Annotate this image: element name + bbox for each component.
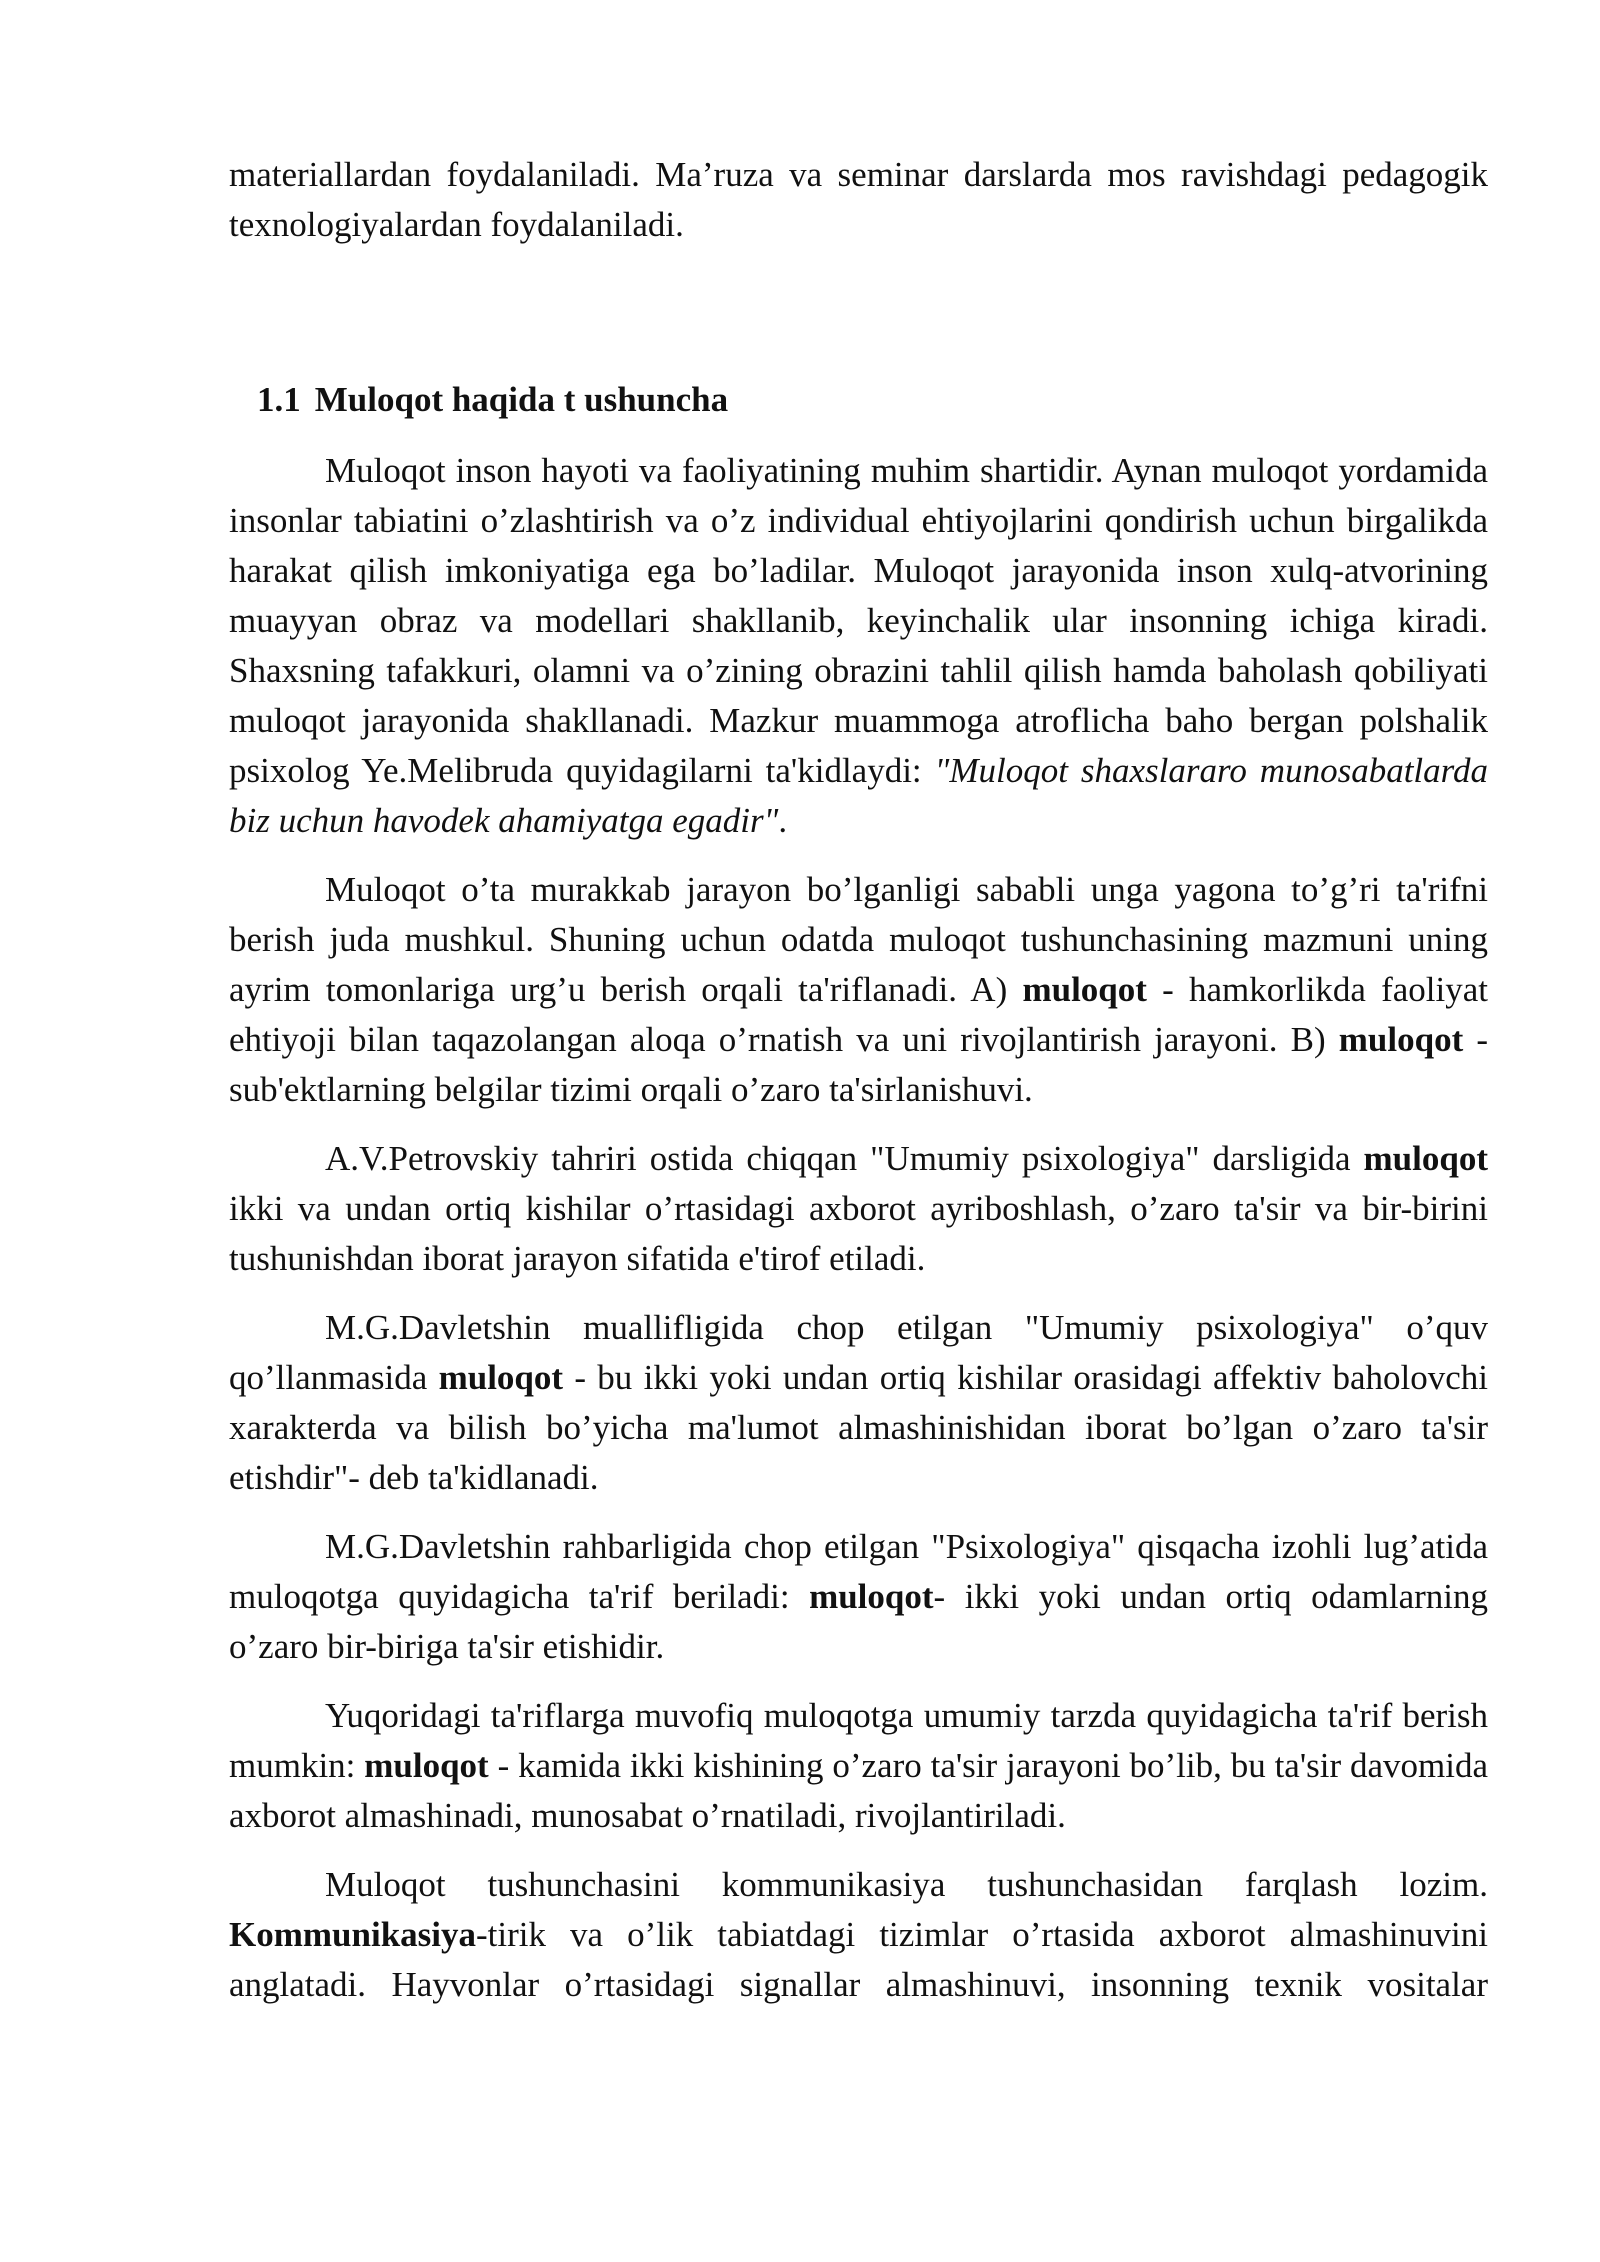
bold-term: muloqot <box>1022 970 1147 1009</box>
paragraph-definition-difficulty <box>229 865 1488 1115</box>
bold-term: muloqot <box>364 1746 489 1785</box>
bold-term: Kommunikasiya <box>229 1915 476 1954</box>
section-heading <box>257 375 1488 425</box>
paragraph-text: - kamida ikki kishining o’zaro ta'sir jarayoni bo’lib, bu ta'sir davomida axborot almashinadi, munosabat o’rnatiladi, rivojlantiriladi. <box>229 1746 1488 1835</box>
paragraph-davletshin-dictionary <box>229 1522 1488 1672</box>
paragraph-text: A.V.Petrovskiy tahriri ostida chiqqan "Umumiy psixologiya" darsligida <box>325 1139 1364 1178</box>
bold-term: muloqot <box>809 1577 934 1616</box>
section-title: Muloqot haqida t ushuncha <box>314 380 729 419</box>
paragraph-text: Muloqot tushunchasini kommunikasiya tushunchasidan farqlash lozim. <box>325 1865 1488 1904</box>
paragraph-text: ikki va undan ortiq kishilar o’rtasidagi axborot ayriboshlash, o’zaro ta'sir va bir-birini tushunishdan iborat jarayon sifatida e'tirof etiladi. <box>229 1189 1488 1278</box>
paragraph-communication-vs-kommunikasiya <box>229 1860 1488 2010</box>
paragraph-text: - hamkorlikda faoliyat ehtiyoji bilan taqazolangan aloqa o’rnatish va uni rivojlantirish jarayoni. B) <box>229 970 1488 1059</box>
paragraph-text: M.G.Davletshin muallifligida chop etilgan "Umumiy psixologiya" o’quv qo’llanmasida <box>229 1308 1488 1397</box>
paragraph-communication-importance <box>229 446 1488 846</box>
section-number: 1.1 <box>257 380 301 419</box>
paragraph-text: -tirik va o’lik tabiatdagi tizimlar o’rtasida axborot almashinuvini anglatadi. Hayvonlar o’rtasidagi signallar almashinuvi, insonning texnik vositalar <box>229 1915 1488 2004</box>
paragraph-davletshin-manual <box>229 1303 1488 1503</box>
paragraph-general-definition <box>229 1691 1488 1841</box>
paragraph-text: M.G.Davletshin rahbarligida chop etilgan "Psixologiya" qisqacha izohli lug’atida muloqotga quyidagicha ta'rif beriladi: <box>229 1527 1488 1616</box>
paragraph-text: Muloqot inson hayoti va faoliyatining muhim shartidir. Aynan muloqot yordamida insonlar tabiatini o’zlashtirish va o’z individual ehtiyojlarini qondirish uchun birgalikda harakat qilish imkoniyatiga ega bo’ladilar. Muloqot jarayonida inson xulq-atvorining muayyan obraz va modellari shakllanib, keyinchalik ular insonning ichiga kiradi. Shaxsning tafakkuri, olamni va o’zining obrazini tahlil qilish hamda baholash qobiliyati muloqot jarayonida shakllanadi. Mazkur muammoga atroflicha baho bergan polshalik psixolog Ye.Melibruda quyidagilarni ta'kidlaydi: <box>229 451 1488 790</box>
intro-paragraph: materiallardan foydalaniladi. Ma’ruza va seminar darslarda mos ravishdagi pedagogik texnologiyalardan foydalaniladi. <box>229 155 1488 244</box>
paragraph-text: - bu ikki yoki undan ortiq kishilar orasidagi affektiv baholovchi xarakterda va bilish bo’yicha ma'lumot almashinishidan iborat bo’lgan o’zaro ta'sir etishdir"- deb ta'kidlanadi. <box>229 1358 1488 1497</box>
paragraph-text: - ikki yoki undan ortiq odamlarning o’zaro bir-biriga ta'sir etishidir. <box>229 1577 1488 1666</box>
paragraph-petrovskiy <box>229 1134 1488 1284</box>
paragraph-text: - sub'ektlarning belgilar tizimi orqali o’zaro ta'sirlanishuvi. <box>229 1020 1488 1109</box>
bold-term: muloqot <box>438 1358 564 1397</box>
italic-quote: "Muloqot shaxslararo munosabatlarda biz uchun havodek ahamiyatga egadir" <box>229 751 1488 840</box>
paragraph-text: . <box>778 801 788 840</box>
paragraph-text: Muloqot o’ta murakkab jarayon bo’lganligi sababli unga yagona to’g’ri ta'rifni berish juda mushkul. Shuning uchun odatda muloqot tushunchasining mazmuni uning ayrim tomonlariga urg’u berish orqali ta'riflanadi. A) <box>229 870 1488 1009</box>
paragraph-text: Yuqoridagi ta'riflarga muvofiq muloqotga umumiy tarzda quyidagicha ta'rif berish mumkin: <box>229 1696 1488 1785</box>
bold-term: muloqot <box>1363 1139 1488 1178</box>
bold-term: muloqot <box>1338 1020 1464 1059</box>
